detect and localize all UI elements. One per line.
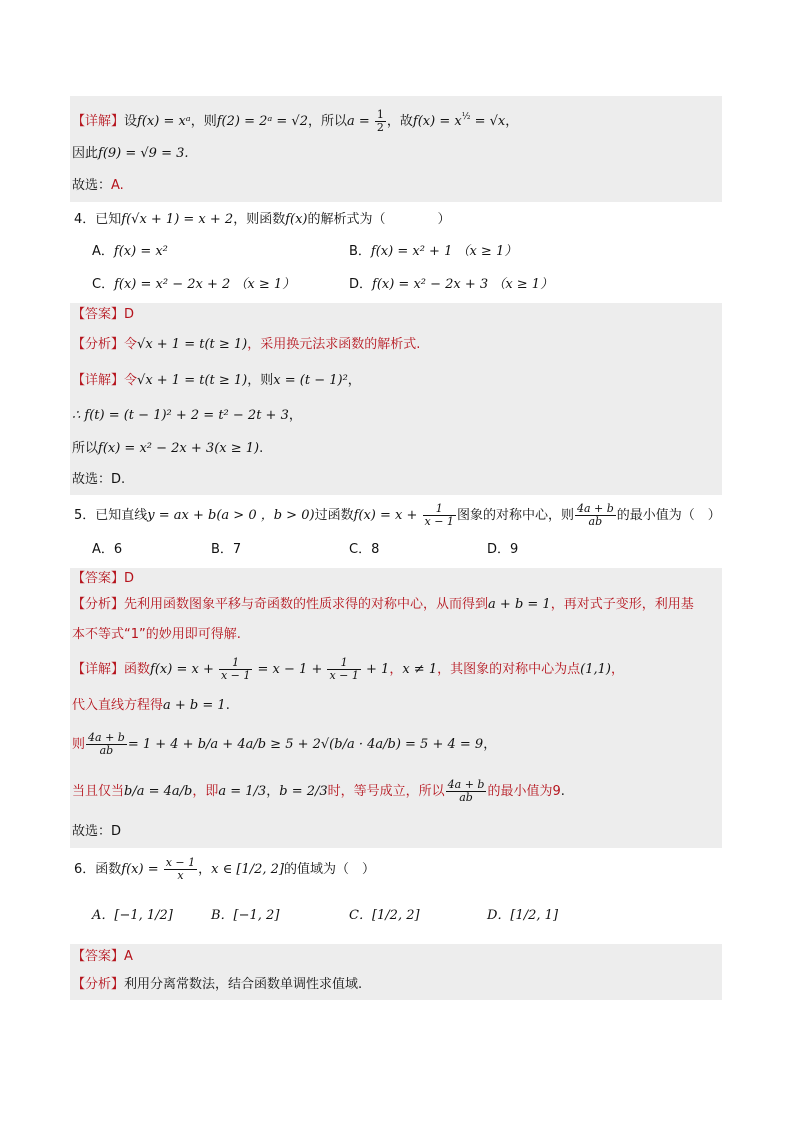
math: ∴ f(t) = (t − 1)² + 2 = t² − 2t + 3 [72,408,289,423]
choose-label: 故选：D. [72,472,126,487]
text: ， [505,114,519,129]
q4-option-d [349,275,553,295]
text: 先利用函数图象平移与奇函数的性质求得的对称中心，从而得到 [124,597,489,612]
choose-label: 故选：D [72,824,122,839]
denominator: x − 1 [220,669,251,682]
denominator: ab [459,791,473,804]
q6-analysis [70,970,722,1000]
q3-detail-line [70,96,722,138]
numerator: x − 1 [165,856,196,869]
answer-value: D [124,571,135,586]
text: 所以 [72,441,99,456]
option-text: D．9 [487,542,519,557]
analysis-tag: 【分析】 [72,597,125,612]
text: . [259,441,264,456]
question-number: 4．已知 [74,212,122,227]
text: ，则 [247,373,274,388]
numerator: 4a + b [576,502,614,515]
q4-choose [70,465,722,495]
text: 过函数 [314,508,354,523]
numerator: 1 [219,657,252,670]
answer-value: D [124,307,135,322]
q5-option-d [487,540,518,560]
text: ，则函数 [233,212,286,227]
math: x ≠ 1 [402,662,438,677]
text: ，再对式子变形，利用基 [550,597,694,612]
numerator: 1 [376,108,384,121]
math: + 1 [361,662,390,677]
superscript: ½ [461,112,471,122]
math: a = 1/3 [218,784,267,799]
denominator: ab [99,744,114,757]
math: f(√x + 1) = x + 2 [121,212,234,227]
answer-value: A [124,949,133,964]
text: 的最小值为 [487,784,553,799]
q5-option-a [92,540,122,560]
option-text: A．[−1, 1/2] [92,908,173,923]
math: f(x) [285,212,308,227]
q4-detail-line3 [70,433,722,465]
option-text: f(x) = x² + 1 （x ≥ 1） [370,244,518,259]
text: . [225,698,230,713]
option-text: C．[1/2, 2] [349,908,420,923]
detail-tag: 【详解】 [72,662,125,677]
option-label: C． [92,277,115,292]
math: f(9) = √9 = 3. [98,146,189,161]
math: = 1 + 4 + b/a + 4a/b ≥ 5 + 2√(b/a · 4a/b) = 5 + 4 = 9 [127,737,484,752]
text: 时，等号成立，所以 [327,784,445,799]
denominator: 2 [376,121,384,134]
text: ，则 [190,114,217,129]
option-text: D．[1/2, 1] [487,908,559,923]
text: ，所以 [307,114,347,129]
math: a = [346,114,374,129]
text: 因此 [72,146,99,161]
math: f(x) = [121,862,163,877]
question-number: 5．已知直线 [74,508,148,523]
text: ， [610,662,624,677]
text: 函数 [124,662,151,677]
numerator: 4a + b [447,778,485,791]
fraction [327,657,360,682]
math: √x + 1 = t(t ≥ 1) [137,373,248,388]
math: y = ax + b(a > 0 ，b > 0) [147,508,315,523]
text: 令 [124,373,138,388]
numerator: 1 [423,503,456,516]
fraction [164,857,197,882]
option-label: D． [349,277,373,292]
q6-answer [70,944,722,970]
q5-answer [70,568,722,590]
text: 当且仅当 [72,784,125,799]
detail-tag: 【详解】 [72,114,125,129]
option-text: f(x) = x² − 2x + 3 （x ≥ 1） [372,277,554,292]
fraction [219,657,252,682]
text: 的值域为（ ） [284,862,376,877]
math: a + b = 1 [163,698,226,713]
text: ，即 [192,784,219,799]
math: f(x) = x + [353,508,422,523]
answer-tag: 【答案】 [72,949,125,964]
fraction [423,503,456,528]
denominator: ab [588,515,603,528]
question-number: 6．函数 [74,862,122,877]
fraction [575,503,616,528]
numerator: 1 [327,657,360,670]
q3-detail-line2 [70,138,722,170]
numerator: 4a + b [88,731,125,744]
q5-analysis [70,590,722,650]
text: 令 [124,337,138,352]
text: 的解析式为（ ） [307,212,451,227]
choose-label: 故选： [72,178,112,193]
math: a + b = 1 [488,597,551,612]
denominator: x [177,869,184,882]
text: ， [288,408,302,423]
math: f(2) = 2ᵃ = √2 [216,114,308,129]
answer-tag: 【答案】 [72,307,125,322]
math: √x + 1 = t(t ≥ 1) [137,337,248,352]
fraction [446,779,487,804]
q5-equality [70,768,722,816]
text: ， [266,784,280,799]
math: x = (t − 1)² [273,373,348,388]
fraction [86,732,127,757]
q4-detail [70,363,722,399]
option-text: A．6 [92,542,123,557]
text: 代入直线方程得 [72,698,164,713]
text: ， [198,862,212,877]
text: 的最小值为（ ） [616,508,721,523]
analysis-tag: 【分析】 [72,337,125,352]
q4-stem [74,207,724,233]
q6-option-b [211,906,279,926]
math: x ∈ [1/2, 2] [211,862,284,877]
q6-option-a [92,906,173,926]
q5-choose [70,816,722,848]
text: 本不等式“1”的妙用即可得解. [72,627,241,642]
q5-detail [70,650,722,690]
q5-substitute [70,690,722,722]
q5-inequality [70,722,722,768]
option-label: B． [349,244,371,259]
option-text: f(x) = x² [113,244,168,259]
q4-option-b [349,242,517,262]
math: b/a = 4a/b [124,784,193,799]
math: f(x) = x + [150,662,218,677]
q4-detail-line2 [70,399,722,433]
q5-option-b [211,540,241,560]
option-text: f(x) = x² − 2x + 2 （x ≥ 1） [114,277,296,292]
text: 利用分离常数法，结合函数单调性求值域. [124,977,363,992]
option-text: B．7 [211,542,242,557]
q6-stem [74,850,724,890]
analysis-tag: 【分析】 [72,977,125,992]
detail-tag: 【详解】 [72,373,125,388]
denominator: x − 1 [329,669,359,682]
fraction [375,109,386,134]
option-text: C．8 [349,542,380,557]
text: 设 [124,114,138,129]
text: ，采用换元法求函数的解析式. [247,337,421,352]
text: 图象的对称中心，则 [456,508,574,523]
q4-answer [70,303,722,327]
text: ， [389,662,403,677]
option-text: B．[−1, 2] [211,908,280,923]
denominator: x − 1 [424,515,454,528]
math: f(x) = x [412,114,462,129]
text: ， [483,737,497,752]
answer-value: 9 [552,784,561,799]
math: b = 2/3 [279,784,328,799]
option-label: A． [92,244,114,259]
q6-option-d [487,906,558,926]
q3-choose-line [70,170,722,202]
text: 则 [72,737,86,752]
math: = √x [470,114,506,129]
text: ，故 [386,114,413,129]
text: ，其图象的对称中心为点 [437,662,581,677]
math: f(x) = x² − 2x + 3(x ≥ 1) [98,441,260,456]
q6-option-c [349,906,420,926]
text: . [560,784,565,799]
text: ， [347,373,361,388]
q4-analysis [70,327,722,363]
math: f(x) = xᵃ [137,114,191,129]
math: (1,1) [580,662,611,677]
answer-tag: 【答案】 [72,571,125,586]
choose-answer: A. [111,178,124,193]
q4-option-a [92,242,168,262]
q4-option-c [92,275,295,295]
math: = x − 1 + [253,662,327,677]
q5-stem [74,498,724,534]
q5-option-c [349,540,379,560]
